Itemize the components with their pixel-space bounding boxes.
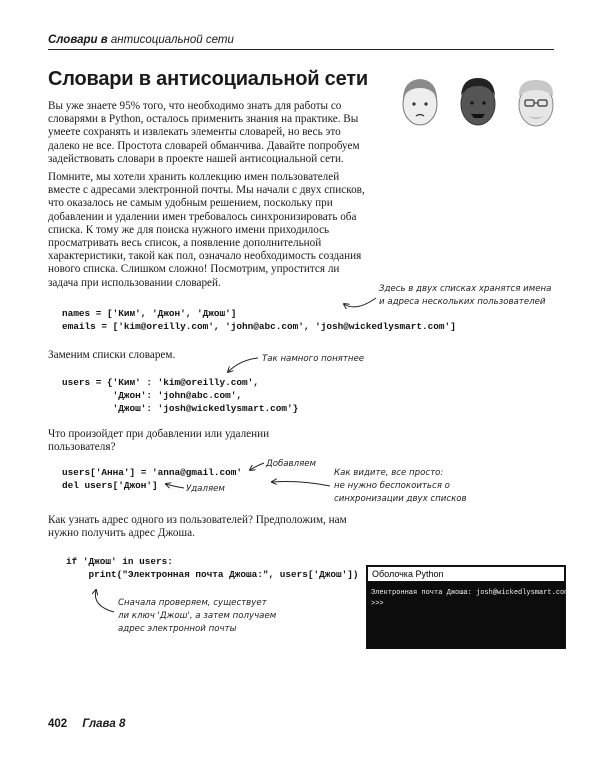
code-del-line: del users['Джон'] (62, 480, 158, 491)
note-check-line-1: Сначала проверяем, существует (118, 598, 267, 608)
note-remove: Удаляем (186, 484, 225, 494)
python-shell-window (366, 565, 569, 649)
arrow-to-add (250, 463, 264, 470)
replace-with-dict-text: Заменим списки словарем. (48, 349, 176, 361)
user-face-middle (461, 78, 495, 125)
python-shell-output: Электронная почта Джоша: josh@wickedlysmart.com (371, 589, 569, 597)
running-head-bold: Словари в (48, 34, 108, 46)
user-face-right (519, 80, 553, 126)
note-add: Добавляем (266, 459, 317, 469)
page-number: 402 (48, 718, 68, 730)
code-dict-line-2: 'Джон': 'john@abc.com', (62, 390, 243, 401)
code-lists-line-2: emails = ['kim@oreilly.com', 'john@abc.com', 'josh@wickedlysmart.com'] (62, 321, 456, 332)
code-lookup-line-2: print("Электронная почта Джоша:", users['Джош']) (66, 569, 359, 580)
page-footer (48, 718, 125, 730)
code-lists-line-1: names = ['Ким', 'Джон', 'Джош'] (62, 308, 237, 319)
note-simple-line-3: синхронизации двух списков (334, 494, 467, 504)
note-clearer: Так намного понятнее (262, 354, 365, 364)
note-simple-line-1: Как видите, все просто: (334, 468, 444, 478)
motivation-paragraph: Помните, мы хотели хранить коллекцию имен пользователей вместе с адресами электронной почты. Мы начали с двух списков, что оказалось не самым удобным решением, поскольку при добавлении и удалении имен требовалось синхронизировать оба списка. К тому же для поиска нужного имени приходилось просматривать весь список, а появление дополнительной характеристики, такой как пол, означало необходимость создания нового списка. Слишком сложно! Посмотрим, упростится ли задача при использовании словарей. (48, 171, 365, 289)
python-shell-prompt: >>> (371, 600, 384, 608)
note-check-line-2: ли ключ 'Джош', а затем получаем (118, 611, 277, 621)
code-dict-line-3: 'Джош': 'josh@wickedlysmart.com'} (62, 403, 299, 414)
question-add-remove: Что произойдет при добавлении или удалении пользователя? (48, 428, 270, 454)
code-add-line: users['Анна'] = 'anna@gmail.com' (62, 467, 243, 478)
question-lookup: Как узнать адрес одного из пользователей? Предположим, нам нужно получить адрес Джоша. (48, 514, 347, 540)
code-lookup-line-1: if 'Джош' in users: (66, 556, 173, 567)
arrow-to-lists (344, 298, 376, 307)
intro-paragraph: Вы уже знаете 95% того, что необходимо знать для работы со словарями в Python, осталось применить знания на практике. Вы умеете сохранять и извлекать элементы словарей, но весь это далеко не все. Простота словарей обманчива. Давайте попробуем задействовать словари в проекте нашей антисоциальной сети. (48, 100, 360, 165)
arrow-to-remove (166, 484, 184, 488)
running-head-rest: антисоциальной сети (107, 34, 234, 46)
note-lists-line-2: и адреса нескольких пользователей (379, 297, 546, 307)
running-head (48, 34, 554, 50)
chapter-label: Глава 8 (82, 718, 126, 730)
python-shell-title: Оболочка Python (367, 566, 565, 582)
note-check-line-3: адрес электронной почты (118, 624, 237, 634)
arrow-simple (272, 482, 330, 487)
user-face-left (403, 79, 437, 125)
three-users-illustration (394, 66, 562, 136)
page-title: Словари в антисоциальной сети (48, 68, 368, 90)
arrow-check (95, 590, 114, 612)
note-lists-line-1: Здесь в двух списках хранятся имена (379, 284, 552, 294)
note-simple-line-2: не нужно беспокоиться о (334, 481, 450, 491)
code-dict-line-1: users = {'Ким' : 'kim@oreilly.com', (62, 377, 259, 388)
arrow-to-dict (228, 358, 258, 372)
